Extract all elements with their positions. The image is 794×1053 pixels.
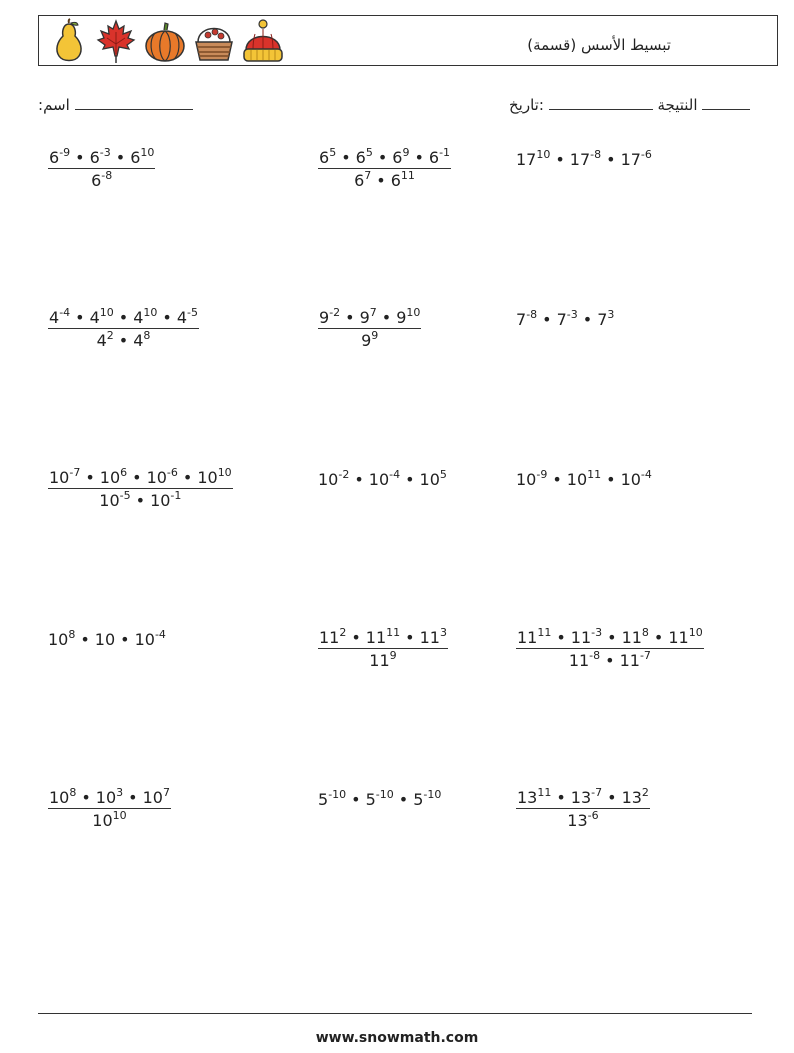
base: 4 <box>49 308 60 327</box>
product-expression <box>48 628 166 649</box>
denominator <box>318 648 448 670</box>
multiply-dot: • <box>115 148 126 167</box>
exponent: -7 <box>591 786 603 799</box>
denominator <box>516 808 650 830</box>
exponent: -10 <box>423 788 442 801</box>
exponent: 10 <box>536 148 551 161</box>
multiply-dot: • <box>552 470 562 489</box>
base: 10 <box>318 470 339 489</box>
multiply-dot: • <box>556 788 566 807</box>
exponent: 11 <box>537 626 552 639</box>
multiply-dot: • <box>555 150 565 169</box>
exponent: 5 <box>329 146 337 159</box>
exponent-problem <box>318 308 421 350</box>
numerator <box>516 788 650 808</box>
power-term <box>516 150 550 169</box>
base: 17 <box>620 150 641 169</box>
power-term <box>621 470 652 489</box>
power-term <box>396 308 420 327</box>
multiply-dot: • <box>118 308 129 327</box>
product-expression <box>318 468 447 489</box>
base: 10 <box>49 468 70 487</box>
power-term <box>99 491 130 510</box>
power-term <box>356 148 373 167</box>
multiply-dot: • <box>376 171 386 190</box>
power-term <box>96 788 123 807</box>
base: 10 <box>92 811 113 830</box>
base: 10 <box>99 491 120 510</box>
power-term <box>318 790 346 809</box>
exponent-problem <box>516 148 652 169</box>
multiply-dot: • <box>653 628 664 647</box>
power-term <box>177 308 198 327</box>
exponent-problem <box>516 788 650 830</box>
base: 17 <box>516 150 537 169</box>
numerator <box>318 308 421 328</box>
numerator <box>516 628 704 648</box>
power-term <box>516 310 537 329</box>
exponent: 10 <box>112 809 127 822</box>
exponent: -7 <box>639 649 651 662</box>
basket-icon <box>193 18 235 64</box>
exponent: -8 <box>526 308 538 321</box>
exponent: 8 <box>69 786 77 799</box>
base: 6 <box>130 148 141 167</box>
multiply-dot: • <box>542 310 552 329</box>
base: 6 <box>428 148 440 167</box>
exponent-problem <box>48 308 199 350</box>
base: 10 <box>142 788 163 807</box>
maple-leaf-icon <box>95 18 137 64</box>
multiply-dot: • <box>405 470 415 489</box>
power-term <box>318 470 349 489</box>
power-term <box>571 628 602 647</box>
multiply-dot: • <box>607 628 617 647</box>
power-term <box>354 171 371 190</box>
fraction <box>48 788 171 830</box>
base: 6 <box>49 148 60 167</box>
exponent: -5 <box>119 489 131 502</box>
exponent: 8 <box>68 628 76 641</box>
multiply-dot: • <box>75 148 85 167</box>
numerator <box>318 628 448 648</box>
base: 13 <box>517 788 538 807</box>
fraction <box>318 148 451 190</box>
multiply-dot: • <box>381 308 392 327</box>
power-term <box>133 331 150 350</box>
numerator <box>48 788 171 808</box>
power-term <box>557 310 578 329</box>
exponent: -9 <box>59 146 71 159</box>
power-term <box>150 491 181 510</box>
worksheet-title: تبسيط الأسس (قسمة) <box>527 36 671 54</box>
base: 5 <box>413 790 424 809</box>
exponent: 9 <box>402 146 410 159</box>
power-term <box>49 308 70 327</box>
power-term <box>197 468 231 487</box>
pear-icon <box>49 18 89 64</box>
fraction <box>516 788 650 830</box>
exponent: -8 <box>101 169 113 182</box>
numerator <box>48 308 199 328</box>
power-term <box>91 171 112 190</box>
power-term <box>49 468 80 487</box>
exponent: -4 <box>154 628 166 641</box>
exponent: 5 <box>439 468 447 481</box>
power-term <box>48 630 75 649</box>
base: 4 <box>89 308 100 327</box>
base: 10 <box>146 468 167 487</box>
multiply-dot: • <box>606 150 616 169</box>
power-term <box>90 308 114 327</box>
multiply-dot: • <box>182 468 193 487</box>
base: 10 <box>197 468 218 487</box>
numerator <box>318 148 451 168</box>
base: 10 <box>419 470 440 489</box>
power-term <box>130 148 154 167</box>
base: 9 <box>359 308 370 327</box>
exponent-problem <box>48 468 233 510</box>
fraction <box>48 148 155 190</box>
exponent: 11 <box>537 786 552 799</box>
base: 10 <box>134 630 155 649</box>
exponent: -1 <box>170 489 182 502</box>
base: 5 <box>318 790 329 809</box>
multiply-dot: • <box>351 790 361 809</box>
base: 10 <box>150 491 171 510</box>
base: 10 <box>620 470 641 489</box>
product-expression <box>516 468 652 489</box>
power-term <box>391 171 415 190</box>
name-label: :اسم <box>38 96 70 114</box>
exponent: -2 <box>338 468 350 481</box>
exponent-problem <box>48 628 166 649</box>
base: 11 <box>568 651 590 670</box>
exponent: 8 <box>143 329 151 342</box>
base: 11 <box>619 651 640 670</box>
denominator <box>48 488 233 510</box>
multiply-dot: • <box>132 468 142 487</box>
multiply-dot: • <box>414 148 424 167</box>
exponent: 7 <box>369 306 377 319</box>
base: 6 <box>390 171 401 190</box>
power-term <box>567 470 601 489</box>
base: 6 <box>355 148 366 167</box>
power-term <box>569 651 600 670</box>
base: 9 <box>319 308 330 327</box>
exponent: -5 <box>187 306 198 319</box>
score-blank[interactable] <box>549 95 653 110</box>
exponent: -2 <box>329 306 341 319</box>
score-date-field <box>509 95 750 114</box>
multiply-dot: • <box>128 788 138 807</box>
base: 17 <box>569 150 591 169</box>
exponent-problem <box>48 788 171 830</box>
base: 13 <box>570 788 592 807</box>
power-term <box>622 628 649 647</box>
power-term <box>517 788 551 807</box>
power-term <box>621 150 652 169</box>
base: 4 <box>96 331 107 350</box>
exponent: 10 <box>143 306 158 319</box>
power-term <box>319 628 346 647</box>
multiply-dot: • <box>120 630 130 649</box>
exponent: 3 <box>607 308 615 321</box>
base: 7 <box>556 310 567 329</box>
multiply-dot: • <box>75 308 85 327</box>
exponent: -6 <box>640 148 652 161</box>
exponent: 2 <box>641 786 649 799</box>
score-label: النتيجة <box>657 96 698 114</box>
exponent: 2 <box>106 329 114 342</box>
base: 4 <box>176 308 188 327</box>
exponent: -6 <box>166 466 178 479</box>
exponent: 3 <box>439 626 447 639</box>
exponent: -7 <box>69 466 81 479</box>
base: 4 <box>133 308 144 327</box>
power-term <box>668 628 702 647</box>
denominator <box>48 168 155 190</box>
base: 9 <box>361 331 372 350</box>
multiply-dot: • <box>607 788 617 807</box>
exponent: -6 <box>587 809 599 822</box>
power-term <box>567 811 598 830</box>
base: 5 <box>365 790 376 809</box>
exponent: 10 <box>217 466 232 479</box>
exponent-problem <box>516 628 704 670</box>
exponent: -3 <box>99 146 111 159</box>
denominator <box>48 328 199 350</box>
power-term <box>420 470 447 489</box>
exponent: 10 <box>406 306 421 319</box>
exponent: 9 <box>389 649 397 662</box>
base: 10 <box>94 630 116 649</box>
footer-url: www.snowmath.com <box>315 1030 479 1046</box>
exponent: -3 <box>591 626 603 639</box>
exponent: -4 <box>640 468 652 481</box>
base: 10 <box>566 470 588 489</box>
product-expression <box>318 788 441 809</box>
multiply-dot: • <box>345 308 355 327</box>
exponent: -4 <box>389 468 401 481</box>
header-box <box>38 15 778 66</box>
exponent-problem <box>516 468 652 489</box>
denominator <box>318 328 421 350</box>
power-term <box>366 790 394 809</box>
exponent: 5 <box>365 146 373 159</box>
exponent: 11 <box>386 626 401 639</box>
date-label: :تاريخ <box>509 96 544 114</box>
exponent: -9 <box>536 468 548 481</box>
power-term <box>133 308 157 327</box>
base: 11 <box>570 628 592 647</box>
multiply-dot: • <box>81 788 91 807</box>
multiply-dot: • <box>162 308 172 327</box>
power-term <box>571 788 602 807</box>
winter-hat-icon <box>241 18 285 64</box>
power-term <box>516 470 547 489</box>
base: 4 <box>133 331 144 350</box>
multiply-dot: • <box>398 790 409 809</box>
pumpkin-icon <box>143 18 187 64</box>
multiply-dot: • <box>377 148 388 167</box>
fraction <box>48 468 233 510</box>
multiply-dot: • <box>118 331 129 350</box>
power-term <box>413 790 441 809</box>
numerator <box>48 468 233 488</box>
product-expression <box>516 148 652 169</box>
fraction <box>318 308 421 350</box>
power-term <box>90 148 111 167</box>
power-term <box>49 788 76 807</box>
base: 7 <box>597 310 608 329</box>
exponent: 6 <box>120 466 128 479</box>
fraction <box>48 308 199 350</box>
power-term <box>420 628 447 647</box>
multiply-dot: • <box>605 651 615 670</box>
date-blank[interactable] <box>702 95 750 110</box>
multiply-dot: • <box>135 491 146 510</box>
exponent-problem <box>48 148 155 190</box>
base: 10 <box>95 788 117 807</box>
exponent-problem <box>318 788 441 809</box>
exponent: 2 <box>339 626 347 639</box>
power-term <box>392 148 409 167</box>
multiply-dot: • <box>341 148 351 167</box>
exponent: 7 <box>364 169 372 182</box>
decorative-icons <box>49 18 285 64</box>
product-expression <box>516 308 614 329</box>
base: 11 <box>319 628 340 647</box>
base: 11 <box>621 628 642 647</box>
multiply-dot: • <box>80 630 90 649</box>
power-term <box>517 628 551 647</box>
power-term <box>92 811 126 830</box>
exponent: 8 <box>641 626 649 639</box>
exponent: 10 <box>140 146 155 159</box>
base: 11 <box>668 628 689 647</box>
exponent: 10 <box>99 306 114 319</box>
fraction <box>318 628 448 670</box>
multiply-dot: • <box>405 628 415 647</box>
exponent-problem <box>516 308 614 329</box>
denominator <box>516 648 704 670</box>
power-term <box>147 468 178 487</box>
power-term <box>360 308 377 327</box>
exponent: -10 <box>375 788 394 801</box>
exponent: -10 <box>328 788 347 801</box>
exponent-problem <box>318 628 448 670</box>
footer-divider <box>38 1013 752 1014</box>
base: 6 <box>354 171 365 190</box>
base: 9 <box>396 308 407 327</box>
multiply-dot: • <box>354 470 364 489</box>
name-field <box>38 95 193 114</box>
power-term <box>95 630 115 649</box>
base: 6 <box>319 148 330 167</box>
numerator <box>48 148 155 168</box>
power-term <box>369 470 400 489</box>
power-term <box>366 628 400 647</box>
power-term <box>622 788 649 807</box>
exponent: 11 <box>587 468 602 481</box>
denominator <box>318 168 451 190</box>
base: 6 <box>392 148 403 167</box>
exponent: 10 <box>688 626 703 639</box>
multiply-dot: • <box>556 628 566 647</box>
exponent: 9 <box>371 329 379 342</box>
exponent-problem <box>318 148 451 190</box>
power-term <box>49 148 70 167</box>
base: 11 <box>517 628 538 647</box>
exponent: -4 <box>59 306 71 319</box>
base: 6 <box>89 148 100 167</box>
base: 7 <box>516 310 527 329</box>
multiply-dot: • <box>351 628 361 647</box>
power-term <box>97 331 114 350</box>
power-term <box>429 148 450 167</box>
power-term <box>100 468 127 487</box>
base: 11 <box>365 628 387 647</box>
exponent: -8 <box>589 649 601 662</box>
exponent-problem <box>318 468 447 489</box>
exponent: 3 <box>116 786 124 799</box>
power-term <box>620 651 651 670</box>
base: 13 <box>621 788 642 807</box>
base: 6 <box>91 171 102 190</box>
base: 10 <box>48 630 69 649</box>
multiply-dot: • <box>85 468 95 487</box>
power-term <box>597 310 614 329</box>
exponent: -8 <box>590 148 602 161</box>
exponent: -3 <box>566 308 578 321</box>
multiply-dot: • <box>606 470 616 489</box>
power-term <box>135 630 166 649</box>
name-blank[interactable] <box>75 95 193 110</box>
power-term <box>319 148 336 167</box>
power-term <box>570 150 601 169</box>
power-term <box>369 651 396 670</box>
multiply-dot: • <box>582 310 593 329</box>
base: 10 <box>368 470 390 489</box>
base: 10 <box>99 468 121 487</box>
exponent: 11 <box>400 169 415 182</box>
base: 13 <box>567 811 588 830</box>
base: 10 <box>49 788 70 807</box>
exponent: -1 <box>439 146 451 159</box>
power-term <box>361 331 378 350</box>
base: 11 <box>369 651 390 670</box>
exponent: 7 <box>162 786 170 799</box>
denominator <box>48 808 171 830</box>
power-term <box>319 308 340 327</box>
base: 11 <box>419 628 440 647</box>
base: 10 <box>516 470 537 489</box>
power-term <box>143 788 170 807</box>
fraction <box>516 628 704 670</box>
